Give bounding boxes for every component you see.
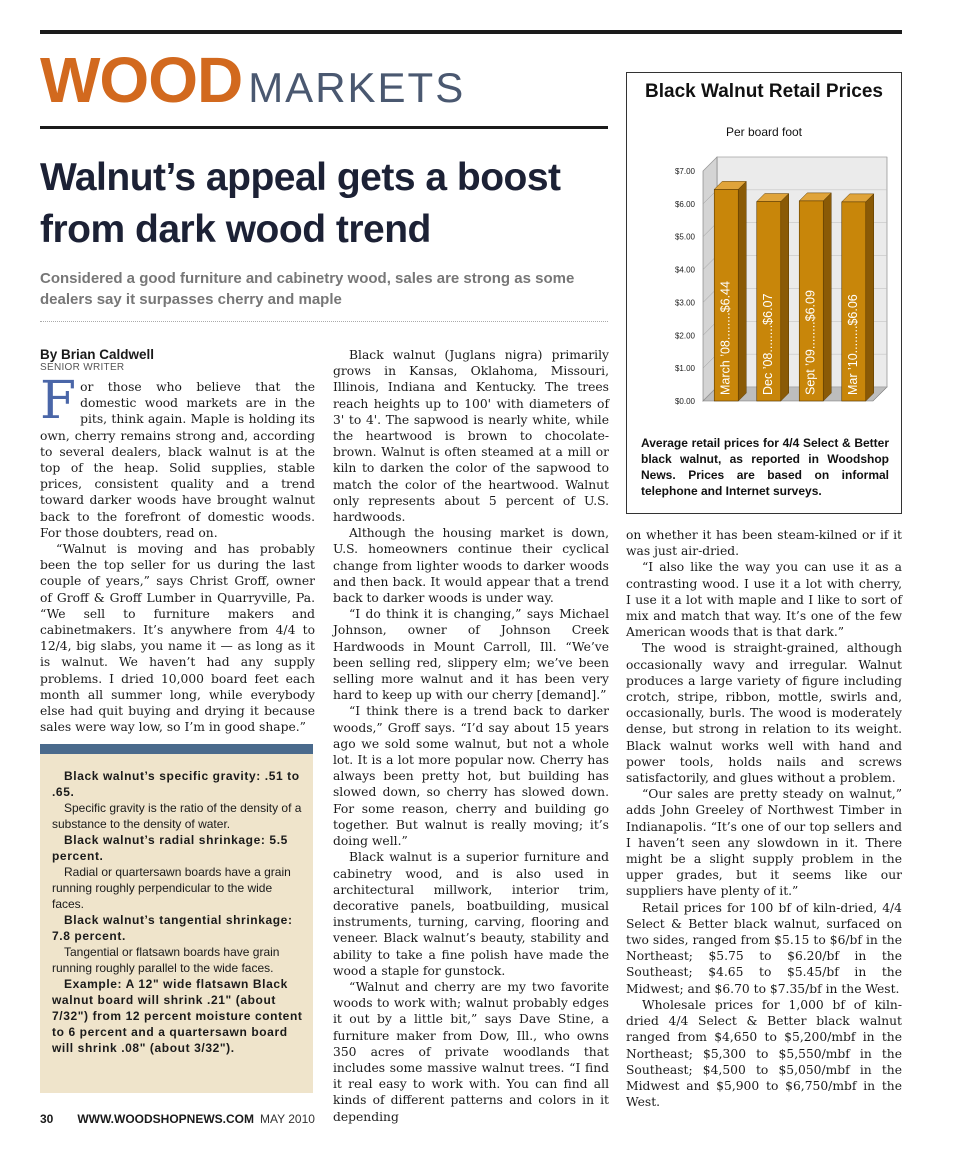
section-banner xyxy=(40,40,465,120)
headline: Walnut’s appeal gets a boost from dark wood trend xyxy=(40,156,561,251)
byline-role: SENIOR WRITER xyxy=(40,362,125,373)
top-rule xyxy=(40,30,902,34)
bar-side xyxy=(823,193,831,401)
deck: Considered a good furniture and cabinetry wood, sales are strong as some dealers say it surpasses cherry and maple xyxy=(40,270,575,308)
chart-title: Black Walnut Retail Prices xyxy=(645,81,883,102)
y-tick-label: $6.00 xyxy=(674,199,695,209)
article-paragraph: Wholesale prices for 1,000 bf of kiln-dried 4/4 Select & Better black walnut ranged from $4,650 to $5,200/mbf in the Northeast; $5,300 to $5,550/mbf in the Southeast; $4,500 to $5,050/mbf in the Midwest and $5,900 to $6,750/mbf in the West. xyxy=(626,997,902,1110)
article-paragraph: “I do think it is changing,” says Michael Johnson, owner of Johnson Creek Hardwoods in Mount Carroll, Ill. “We’ve been selling red, slippery elm; we’ve been selling more walnut and it has been very hard to keep up with our cherry [demand].” xyxy=(333,607,609,703)
bar-value-label: $6.06 xyxy=(846,294,861,326)
bar-label xyxy=(846,294,860,395)
deck-divider xyxy=(40,321,608,322)
chart-subtitle: Per board foot xyxy=(725,125,803,139)
y-tick-label: $7.00 xyxy=(674,167,695,176)
sidebar-fact-text: Specific gravity is the ratio of the density of a substance to the density of water. xyxy=(52,801,302,831)
bar-category-label: March ’08........ xyxy=(718,312,733,395)
sidebar-body xyxy=(52,768,304,1056)
bar-label xyxy=(719,281,733,395)
article-paragraph: “Our sales are pretty steady on walnut,” adds John Greeley of Northwest Timber in Indianapolis. “It’s one of our top sellers and I haven’t seen any slowdown in it. There might be a slight supply problem in the upper grades, but it seems like our suppliers have plenty of it.” xyxy=(626,787,902,899)
byline-author: By Brian Caldwell xyxy=(40,347,155,362)
bar-value-label: $6.07 xyxy=(761,293,776,325)
y-tick-label: $3.00 xyxy=(674,298,695,308)
article-paragraph: Although the housing market is down, U.S. homeowners continue their cyclical change from lighter woods to darker woods and then back. It would appear that a trend back to darker woods is under way. xyxy=(333,526,609,606)
article-paragraph: “I also like the way you can use it as a contrasting wood. I use it a lot with cherry, I use it a lot with maple and I like to sort of mix and match that way. It’s one of the few American woods that is that dark.” xyxy=(626,560,902,640)
bar-label xyxy=(761,293,775,395)
article-paragraph: “Walnut and cherry are my two favorite woods to work with; walnut probably edges it out by a little bit,” says Dave Stine, a furniture maker from Dow, Ill., who owns 350 acres of private woodlands that includes some massive walnut trees. “I find it real easy to work with. You can find all kinds of different patterns and colors in it depending xyxy=(333,979,609,1124)
article-paragraph: on whether it has been steam-kilned or if it was just air-dried. xyxy=(626,528,902,559)
bar-value-label: $6.44 xyxy=(718,281,733,313)
facts-sidebar xyxy=(40,744,313,1093)
article-paragraph: Black walnut (Juglans nigra) primarily grows in Kansas, Oklahoma, Missouri, Illinois, Indiana and Kentucky. The trees reach heights up to 100' with diameters of 3' to 4'. The sapwood is nearly white, while the heartwood is brown to chocolate-brown. Walnut is often steamed at a mill or kiln to darken the color of the sapwood to match the color of the heartwood. Walnut only represents about 5 percent of U.S. hardwoods. xyxy=(333,348,609,525)
bar-side xyxy=(781,194,789,401)
bar-side xyxy=(738,181,746,401)
article-paragraph: “Walnut is moving and has probably been the top seller for us during the last couple of years,” says Christ Groff, owner of Groff & Groff Lumber in Quarryville, Pa. “We sell to furniture makers and cabinetmakers. It’s anywhere from 4/4 to 12/4, big slabs, you name it — as long as it is walnut. We haven’t had any supply problems. I dried 10,000 board feet each month all summer long, while everybody else had quit buying and drying it because sales were way low, so I’m in good shape.” xyxy=(40,542,315,735)
sidebar-header-bar xyxy=(40,744,313,754)
article-paragraph: “I think there is a trend back to darker woods,” Groff says. “I’d say about 15 years ago we sold some walnut, but not a whole lot. It is a lot more popular now. Cherry has always been pretty hot, but building has slowed down, so cherry has slowed down. For some reason, cherry and building go together. But walnut is really moving; it’s doing well.” xyxy=(333,704,609,849)
chart-caption: Average retail prices for 4/4 Select & Better black walnut, as reported in Woodshop News. Prices are based on informal telephone and Internet surveys. xyxy=(641,436,889,498)
footer-url: WWW.WOODSHOPNEWS.COM xyxy=(77,1112,255,1126)
sidebar-fact-text: Tangential or flatsawn boards have grain running roughly parallel to the wide faces. xyxy=(52,945,280,975)
y-tick-label: $1.00 xyxy=(674,364,695,374)
y-tick-label: $0.00 xyxy=(674,397,695,406)
y-tick-label: $2.00 xyxy=(674,331,695,341)
sidebar-fact-heading: Example: A 12" wide flatsawn Black walnut board will shrink .21" (about 7/32") from 12 percent moisture content to 6 percent and a quartersawn board will shrink .08" (about 3/32"). xyxy=(52,977,303,1055)
bar-category-label: Dec ’08........ xyxy=(761,324,776,395)
article-paragraph: The wood is straight-grained, although occasionally wavy and irregular. Walnut produces a large variety of figure including crotch, stripe, ribbon, mottle, swirls and, occasionally, burls. The wood is moderately dense, but strong in relation to its weight. Black walnut works well with hand and power tools, holds nails and screws satisfactorily, and glues without a problem. xyxy=(626,641,902,786)
sidebar-fact-heading: Black walnut’s radial shrinkage: 5.5 percent. xyxy=(52,833,288,863)
article-paragraph: Retail prices for 100 bf of kiln-dried, 4/4 Select & Better black walnut, surfaced on two sides, ranged from $5.15 to $6/bf in the Northeast; $5.75 to $6.20/bf in the Southeast; $4.65 to $5.45/bf in the Midwest; and $6.70 to $7.35/bf in the West. xyxy=(626,900,902,996)
footer-date: MAY 2010 xyxy=(260,1112,315,1126)
article-column-2 xyxy=(333,347,609,1125)
bar-category-label: Mar ’10........ xyxy=(846,325,861,395)
section-word-wood: WOOD xyxy=(40,44,243,116)
price-chart xyxy=(626,72,902,514)
chart-plot xyxy=(627,153,901,423)
section-word-markets: MARKETS xyxy=(248,64,466,111)
drop-cap: F xyxy=(40,371,77,431)
article-column-3 xyxy=(626,527,902,1110)
page-number: 30 xyxy=(40,1112,54,1126)
article-paragraph: Black walnut is a superior furniture and cabinetry wood, and is also used in architectural millwork, interior trim, decorative panels, boatbuilding, musical instruments, turning, carving, flooring and veneer. Black walnut’s beauty, stability and ability to take a fine polish have made the wood a staple for gunstock. xyxy=(333,850,609,978)
article-paragraph: For those who believe that the domestic wood markets are in the pits, think again. Maple is holding its own, cherry remains strong and, according to several dealers, black walnut is at the top of the heap. Solid supplies, stable prices, consistent quality and a trend toward darker woods have brought walnut back to the forefront of domestic woods. For those doubters, read on. xyxy=(40,371,315,540)
sidebar-fact-heading: Black walnut’s tangential shrinkage: 7.8 percent. xyxy=(52,913,293,943)
page-footer xyxy=(40,1112,315,1126)
article-column-1 xyxy=(40,371,315,735)
bar-category-label: Sept ’09........ xyxy=(803,321,818,395)
bar-value-label: $6.09 xyxy=(803,290,818,322)
sidebar-fact-heading: Black walnut’s specific gravity: .51 to .65. xyxy=(52,769,300,799)
sidebar-fact-text: Radial or quartersawn boards have a grain running roughly perpendicular to the wide faces. xyxy=(52,865,291,911)
bar-label xyxy=(804,290,818,395)
y-tick-label: $5.00 xyxy=(674,232,695,242)
bar-side xyxy=(866,194,874,401)
banner-rule xyxy=(40,126,608,129)
y-tick-label: $4.00 xyxy=(674,265,695,275)
